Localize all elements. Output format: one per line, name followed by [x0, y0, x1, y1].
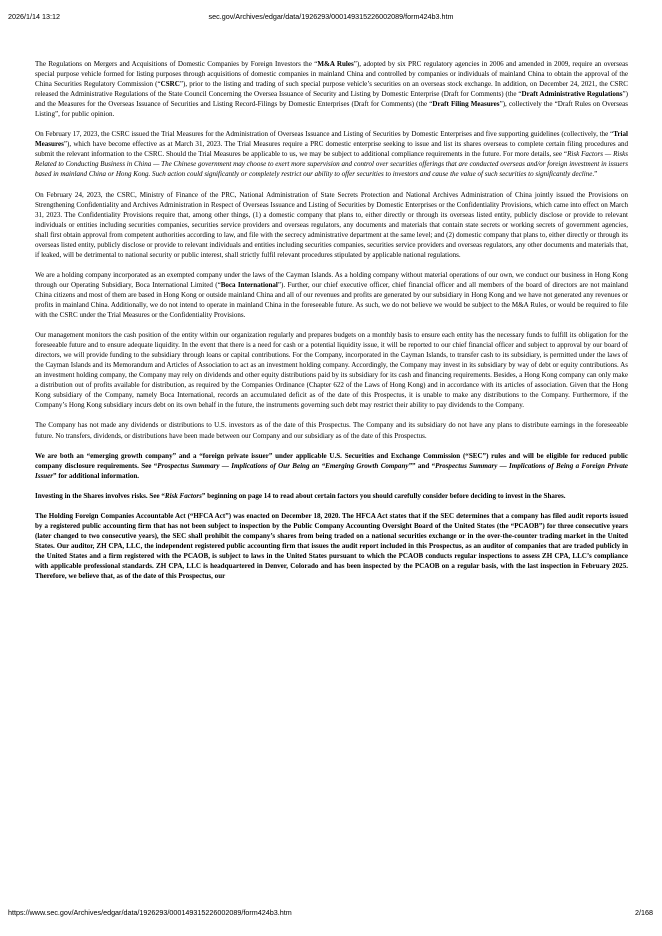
risk-factor-reference: Risk Factors — Risks Related to Conducting Business in China — The Chinese government may choose to exert more supervision and control over securities offerings that are conducted overseas and/or foreign investment in issuers based in mainland China or Hong Kong. Such action could significantly or completely restrict our ability to offer securities to investors and cause the value of such securities to significantly decline: [35, 150, 628, 179]
term-boca-international: Boca International: [220, 280, 278, 289]
term-draft-administrative-regulations: Draft Administrative Regulations: [521, 90, 623, 99]
term-ma-rules: M&A Rules: [317, 60, 354, 68]
link-foreign-private-issuer-implications: Prospectus Summary — Implications of Being a Foreign Private Issuer: [35, 461, 628, 480]
term-draft-filing-measures: Draft Filing Measures: [432, 100, 500, 109]
browser-print-footer: [0, 908, 662, 920]
paragraph-emerging-growth-company: We are both an “emerging growth company” and a “foreign private issuer” under applicable U.S. Securities and Exchange Commission (“SEC”) rules and will be eligible for reduced public company disclosure requirements. See “Prospectus Summary — Implications of Our Being an “Emerging Growth Company”” and “Prospectus Summary — Implications of Being a Foreign Private Issuer” for additional information.: [35, 451, 628, 480]
print-page-number: 2/168: [635, 908, 653, 917]
paragraph-investment-risks: Investing in the Shares involves risks. See “Risk Factors” beginning on page 14 to read about certain factors you should carefully consider before deciding to invest in the Shares.: [35, 491, 566, 500]
term-trial-measures: Trial Measures: [35, 130, 628, 149]
paragraph-ma-rules: The Regulations on Mergers and Acquisitions of Domestic Companies by Foreign Investors the “M&A Rules”), adopted by six PRC regulatory agencies in 2006 and amended in 2009, require an overseas special purpose vehicle formed for listing purposes through acquisitions of domestic companies in mainland China and controlled by companies or individuals of mainland China to obtain the approval of the China Securities Regulatory Commission (“CSRC”), prior to the listing and trading of such special purpose vehicle’s securities on an overseas stock exchange. In addition, on December 24, 2021, the CSRC released the Administrative Regulations of the State Council Concerning the Oversea Issuance of Security and Listing by Domestic Enterprise (Draft for Comments) (the “Draft Administrative Regulations”) and the Measures for the Overseas Issuance of Securities and Listing Record-Filings by Domestic Enterprises (Draft for Comments) (the “Draft Filing Measures”), collectively the “Draft Rules on Overseas Listing”, for public opinion.: [35, 60, 628, 119]
paragraph-cash-management: Our management monitors the cash position of the entity within our organization regularly and prepares budgets on a monthly basis to ensure each entity has the necessary funds to fulfill its obligation for the foreseeable future and to ensure adequate liquidity. In the event that there is a need for cash or a potential liquidity issue, it will be reported to our chief financial officer and subject to approval by our board of directors, we will provide funding to the subsidiary through loans or capital contributions. For the Company, incorporated in the Cayman Islands, to transfer cash to its subsidiary, is permitted under the laws of the Cayman Islands and its Memorandum and Articles of Association to act as an investment holding company. Accordingly, the Company may invest in its subsidiary by way of debt or equity contributions. As an investment holding company, the Company may rely on dividends and other equity distributions paid by its subsidiary for its cash and financing requirements. Besides, a Hong Kong company can only make a distribution out of profits available for distribution, as required by the Companies Ordinance (Chapter 622 of the Laws of Hong Kong) and in accordance with its articles of association. Given that the Hong Kong subsidiary of the Company, namely Boca International, records an accumulated deficit as of the date of this Prospectus, it is unable to make any distributions to the Company. Furthermore, if the Company’s Hong Kong subsidiary incurs debt on its own behalf in the future, the instruments governing such debt may restrict their ability to pay dividends to the Company.: [35, 331, 628, 410]
print-datetime: 2026/1/14 13:12: [8, 12, 60, 21]
paragraph-trial-measures: On February 17, 2023, the CSRC issued the Trial Measures for the Administration of Overseas Issuance and Listing of Securities by Domestic Enterprises and five supporting guidelines (collectively, the “Trial Measures”), which have become effective as at March 31, 2023. The Trial Measures require a PRC domestic enterprise seeking to issue and list its shares overseas to complete certain filing procedures and submit the relevant information to the CSRC. Should the Trial Measures be applicable to us, we may be subject to additional compliance requirements in the future. For more details, see “Risk Factors — Risks Related to Conducting Business in China — The Chinese government may choose to exert more supervision and control over securities offerings that are conducted overseas and/or foreign investment in issuers based in mainland China or Hong Kong. Such action could significantly or completely restrict our ability to offer securities to investors and cause the value of such securities to significantly decline.”: [35, 130, 628, 179]
paragraph-confidentiality-provisions: On February 24, 2023, the CSRC, Ministry of Finance of the PRC, National Administration of State Secrets Protection and National Archives Administration of China jointly issued the Provisions on Strengthening Confidentiality and Archives Administration in Respect of Overseas Issuance and Listing of Securities by Domestic Enterprises or the Confidentiality Provisions, which came into effect on March 31, 2023. The Confidentiality Provisions require that, among other things, (1) a domestic company that plans to, either directly or through its overseas listed entity, publicly disclose or provide to relevant individuals or entities including securities companies, securities service providers and overseas regulators, any documents and materials that contain state secrets or working secrets of government agencies, shall first obtain approval from competent authorities according to law, and file with the secrecy administrative department at the same level; and (2) domestic company that plans to, either directly or through its overseas listed entity, publicly disclose or provide to relevant individuals and entities including securities companies, securities service providers and overseas regulators, any other documents and materials that, if leaked, will be detrimental to national security or public interest, shall strictly fulfil relevant procedures stipulated by applicable national regulations.: [35, 190, 628, 259]
paragraph-dividends: The Company has not made any dividends or distributions to U.S. investors as of the date of this Prospectus. The Company and its subsidiary do not have any plans to distribute earnings in the foreseeable future. No transfers, dividends, or distributions have been made between our Company and our subsidiary as of the date of this Prospectus.: [35, 421, 628, 440]
print-full-url: https://www.sec.gov/Archives/edgar/data/1926293/000149315226002089/form424b3.htm: [8, 908, 292, 917]
document-body: [35, 59, 628, 591]
print-page-url: sec.gov/Archives/edgar/data/1926293/000149315226002089/form424b3.htm: [208, 12, 454, 21]
link-risk-factors: Risk Factors: [164, 491, 202, 500]
term-csrc: CSRC: [160, 80, 180, 89]
link-emerging-growth-implications: Prospectus Summary — Implications of Our Being an “Emerging Growth Company”: [157, 461, 413, 470]
browser-print-header: [0, 12, 662, 24]
paragraph-hfca-act: The Holding Foreign Companies Accountable Act (“HFCA Act”) was enacted on December 18, 2020. The HFCA Act states that if the SEC determines that a company has filed audit reports issued by a registered public accounting firm that has not been subject to inspection by the Public Company Accounting Oversight Board of the United States (the “PCAOB”) for three consecutive years (later changed to two consecutive years), the SEC shall prohibit the company’s shares from being traded on a national securities exchange or in the over-the-counter trading market in the United States. Our auditor, ZH CPA, LLC, the independent registered public accounting firm that issues the audit report included in this Prospectus, as an auditor of companies that are traded publicly in the United States and a firm registered with the PCAOB, is subject to laws in the United States pursuant to which the PCAOB conducts regular inspections to assess ZH CPA, LLC’s compliance with applicable professional standards. ZH CPA, LLC is headquartered in Denver, Colorado and has been inspected by the PCAOB on a regular basis, with the last inspection in February 2025. Therefore, we believe that, as of the date of this Prospectus, our: [35, 511, 628, 581]
paragraph-holding-company: We are a holding company incorporated as an exempted company under the laws of the Cayman Islands. As a holding company without material operations of our own, we conduct our business in Hong Kong through our Operating Subsidiary, Boca International Limited (“Boca International”). Further, our chief executive officer, chief financial officer and all members of the board of directors are not mainland China citizens and most of them are based in Hong Kong or outside mainland China and all of our revenues and profits are generated by our subsidiary in Hong Kong and we have not generated any revenues or profits in mainland China. Additionally, we do not intend to operate in mainland China in the foreseeable future. As such, we do not believe we would be subject to the M&A Rules, or would be required to file with the CSRC under the Trial Measures or the Confidentiality Provisions.: [35, 270, 628, 320]
